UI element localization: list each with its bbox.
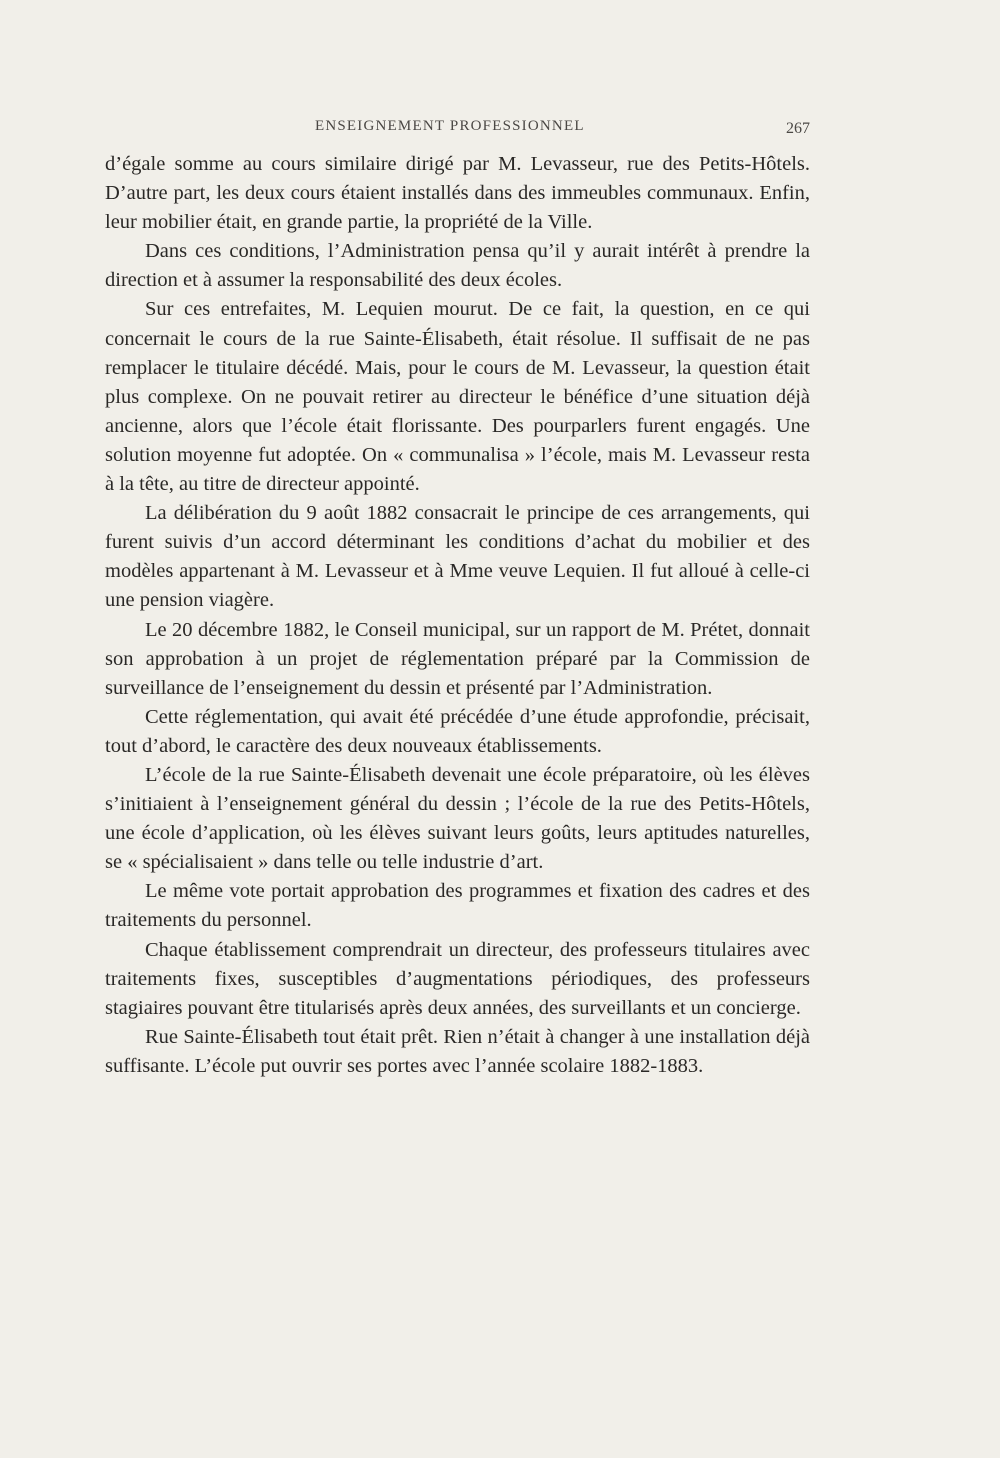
page-number: 267 [786, 120, 810, 137]
paragraph-continuation: d’égale somme au cours similaire dirigé par M. Levasseur, rue des Petits-Hôtels. D’autre part, les deux cours étaient installés dans des immeubles communaux. Enfin, leur mobilier était, en grande partie, la propriété de la Ville. [105, 153, 810, 234]
paragraph: Cette réglementation, qui avait été précédée d’une étude approfondie, précisait, tout d’abord, le caractère des deux nouveaux établissements. [105, 705, 810, 757]
paragraph: L’école de la rue Sainte-Élisabeth devenait une école préparatoire, où les élèves s’initiaient à l’enseignement général du dessin ; l’école de la rue des Petits-Hôtels, une école d’application, où les élèves suivant leurs goûts, leurs aptitudes naturelles, se « spécialisaient » dans telle ou telle industrie d’art. [105, 763, 810, 874]
paragraph: Rue Sainte-Élisabeth tout était prêt. Rien n’était à changer à une installation déjà suffisante. L’école put ouvrir ses portes avec l’année scolaire 1882-1883. [105, 1025, 810, 1077]
paragraph: Chaque établissement comprendrait un directeur, des professeurs titulaires avec traitements fixes, susceptibles d’augmentations périodiques, des professeurs stagiaires pouvant être titularisés après deux années, des surveillants et un concierge. [105, 938, 810, 1019]
paragraph: Le même vote portait approbation des programmes et fixation des cadres et des traitements du personnel. [105, 880, 810, 932]
paragraph: Dans ces conditions, l’Administration pensa qu’il y aurait intérêt à prendre la direction et à assumer la responsabilité des deux écoles. [105, 240, 810, 292]
body-text [105, 150, 810, 1081]
paragraph: La délibération du 9 août 1882 consacrait le principe de ces arrangements, qui furent suivis d’un accord déterminant les conditions d’achat du mobilier et des modèles appartenant à M. Levasseur et à Mme veuve Lequien. Il fut alloué à celle-ci une pension viagère. [105, 502, 810, 612]
running-title: ENSEIGNEMENT PROFESSIONNEL [315, 118, 585, 134]
running-header [105, 118, 810, 142]
paragraph: Sur ces entrefaites, M. Lequien mourut. De ce fait, la question, en ce qui concernait le cours de la rue Sainte-Élisabeth, était résolue. Il suffisait de ne pas remplacer le titulaire décédé. Mais, pour le cours de M. Levasseur, la question était plus complexe. On ne pouvait retirer au directeur le bénéfice d’une situation déjà ancienne, alors que l’école était florissante. Des pourparlers furent engagés. Une solution moyenne fut adoptée. On « communalisa » l’école, mais M. Levasseur resta à la tête, au titre de directeur appointé. [105, 298, 810, 496]
paragraph: Le 20 décembre 1882, le Conseil municipal, sur un rapport de M. Prétet, donnait son approbation à un projet de réglementation préparé par la Commission de surveillance de l’enseignement du dessin et présenté par l’Administration. [105, 618, 810, 699]
